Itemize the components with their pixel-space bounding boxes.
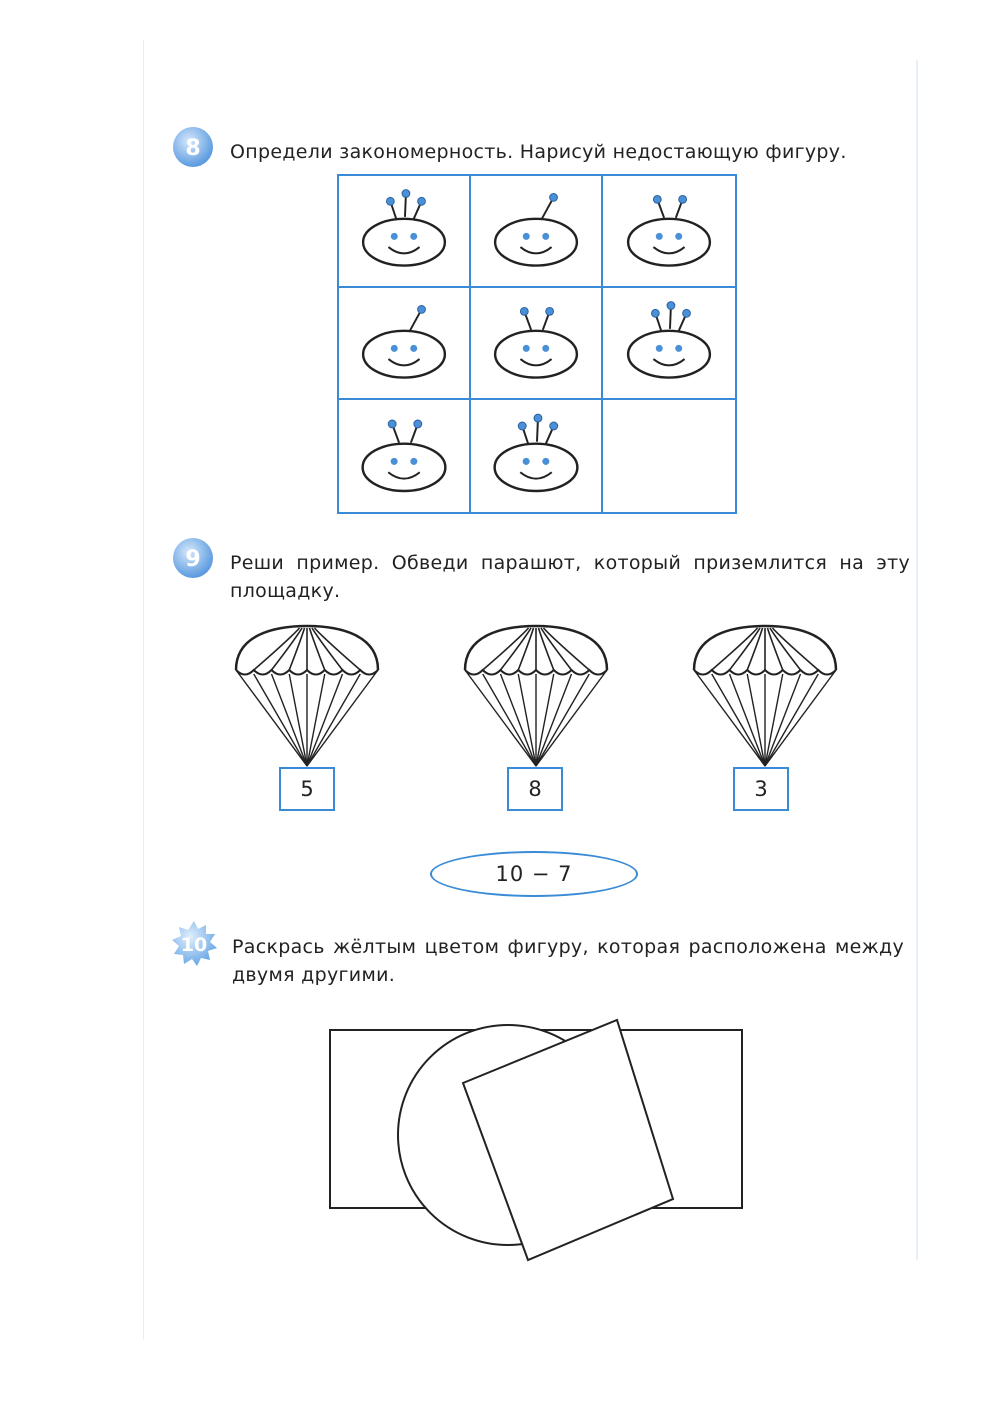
page-edge-right xyxy=(916,60,918,1260)
alien-face-icon xyxy=(471,400,601,512)
grid-cell xyxy=(471,288,603,400)
parachute-icon[interactable] xyxy=(690,620,840,770)
overlapping-shapes xyxy=(320,1010,760,1270)
grid-cell-empty[interactable] xyxy=(603,400,735,512)
task-10-text: Раскрась жёлтым цветом фигуру, которая расположена между двумя другими. xyxy=(232,936,904,986)
grid-cell xyxy=(339,400,471,512)
grid-cell xyxy=(339,288,471,400)
grid-cell xyxy=(603,176,735,288)
parachute-icon[interactable] xyxy=(461,620,611,770)
alien-face-icon xyxy=(471,288,601,398)
grid-cell xyxy=(603,288,735,400)
task-10-badge xyxy=(170,920,218,968)
alien-face-icon xyxy=(471,176,601,286)
task-8-number: 8 xyxy=(185,136,201,161)
pattern-grid xyxy=(337,174,737,514)
task-8-badge xyxy=(172,126,214,168)
task-10-number: 10 xyxy=(180,934,208,956)
parachute-value-box: 5 xyxy=(279,767,335,811)
alien-face-icon xyxy=(603,288,735,398)
parachute-icon[interactable] xyxy=(232,620,382,770)
page-edge xyxy=(143,40,144,1340)
landing-pad: 10 − 7 xyxy=(430,851,638,897)
parachute-value-box: 8 xyxy=(507,767,563,811)
alien-face-icon xyxy=(603,176,735,286)
alien-face-icon xyxy=(339,288,469,398)
alien-face-icon xyxy=(339,400,469,512)
grid-cell xyxy=(471,400,603,512)
task-9-text: Реши пример. Обведи парашют, который приземлится на эту площадку. xyxy=(230,552,910,602)
grid-cell xyxy=(471,176,603,288)
alien-face-icon xyxy=(339,176,469,286)
grid-cell xyxy=(339,176,471,288)
task-8-text: Определи закономерность. Нарисуй недостающую фигуру. xyxy=(230,141,847,163)
parachute-value-box: 3 xyxy=(733,767,789,811)
task-9-badge xyxy=(172,537,214,579)
task-9-number: 9 xyxy=(185,547,201,572)
